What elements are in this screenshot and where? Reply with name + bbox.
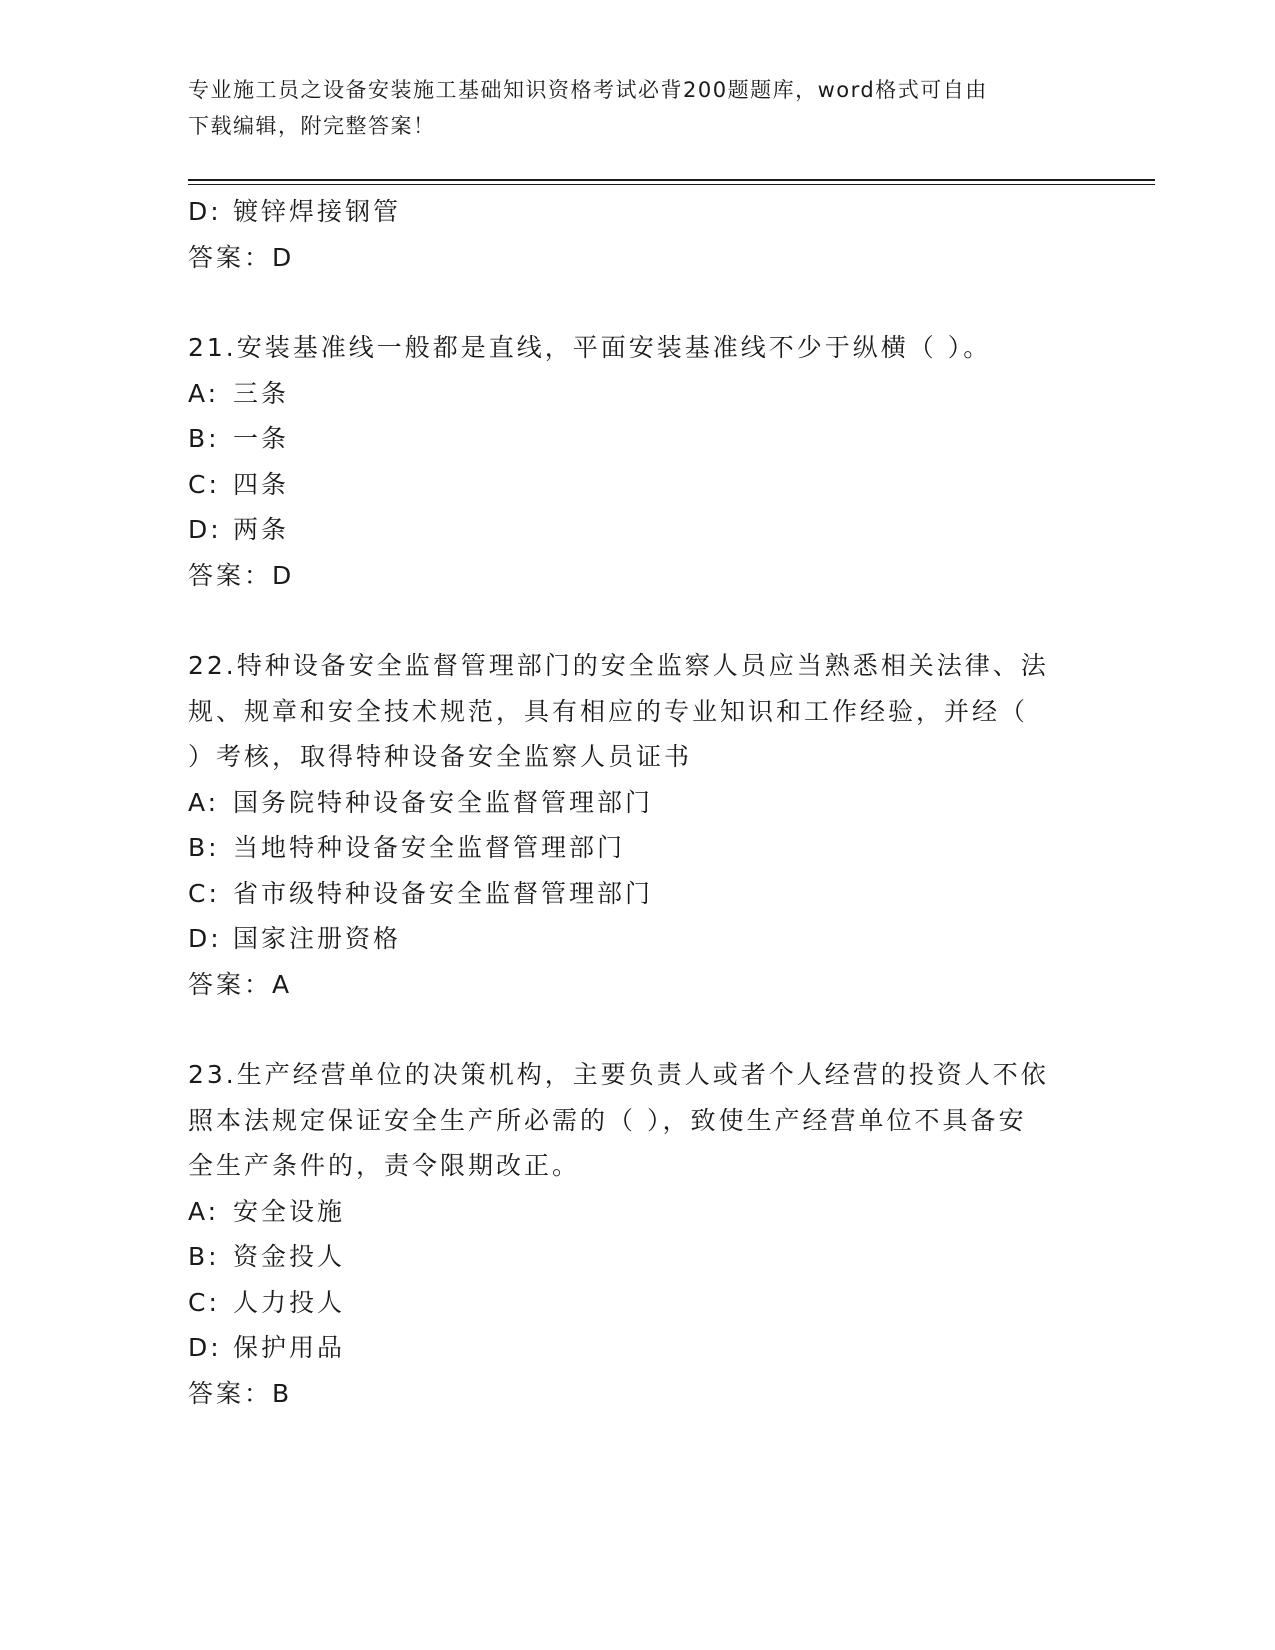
option-key: B: [188, 833, 220, 862]
option-b [188, 416, 1088, 462]
option-text: 当地特种设备安全监督管理部门 [233, 833, 626, 862]
option-key: A: [188, 1196, 220, 1226]
spacer [188, 1007, 1088, 1052]
question-stem-line1: 23.生产经营单位的决策机构，主要负责人或者个人经营的投资人不依 [188, 1060, 1049, 1089]
option-key: A: [188, 378, 220, 408]
option-key: C: [188, 878, 220, 908]
option-d [188, 916, 1088, 962]
option-text: 省市级特种设备安全监督管理部门 [233, 878, 654, 908]
option-text: 一条 [233, 424, 290, 453]
question-list [188, 189, 1088, 1416]
option-text: 四条 [233, 469, 290, 499]
spacer [188, 280, 1088, 325]
option-key: B: [188, 1242, 220, 1271]
document-header [188, 72, 1088, 144]
option-text: 镀锌焊接钢管 [233, 197, 402, 226]
option-a [188, 780, 1088, 826]
option-a [188, 371, 1088, 417]
answer: 答案：A [188, 969, 293, 999]
option-text: 安全设施 [233, 1196, 346, 1226]
option-d [188, 507, 1088, 553]
header-title-line2: 下载编辑，附完整答案！ [188, 114, 436, 138]
option-text: 人力投人 [233, 1287, 346, 1317]
option-key: C: [188, 469, 220, 499]
question-23 [188, 1052, 1088, 1416]
option-key: B: [188, 424, 220, 453]
header-divider-thick [188, 179, 1155, 181]
option-key: A: [188, 787, 220, 817]
option-text: 三条 [233, 378, 290, 408]
option-b [188, 825, 1088, 871]
option-text: 国务院特种设备安全监督管理部门 [233, 787, 654, 817]
question-stem-line3: 全生产条件的，责令限期改正。 [188, 1151, 581, 1180]
question-stem-line3: ）考核，取得特种设备安全监察人员证书 [188, 742, 693, 771]
option-d [188, 189, 1088, 235]
option-key: C: [188, 1287, 220, 1317]
option-d [188, 1325, 1088, 1371]
question-stem: 21.安装基准线一般都是直线，平面安装基准线不少于纵横（ ）。 [188, 333, 992, 362]
spacer [188, 598, 1088, 643]
answer: 答案：D [188, 242, 295, 272]
option-key: D: [188, 515, 222, 544]
question-21 [188, 325, 1088, 598]
question-stem-line2: 规、规章和安全技术规范，具有相应的专业知识和工作经验，并经（ [188, 696, 1029, 726]
question-stem-line1: 22.特种设备安全监督管理部门的安全监察人员应当熟悉相关法律、法 [188, 651, 1049, 680]
option-text: 国家注册资格 [233, 924, 402, 953]
option-a [188, 1189, 1088, 1235]
option-c [188, 1280, 1088, 1326]
answer: 答案：D [188, 560, 295, 590]
option-c [188, 462, 1088, 508]
option-text: 保护用品 [233, 1333, 346, 1362]
option-b [188, 1234, 1088, 1280]
option-text: 资金投人 [233, 1242, 346, 1271]
answer: 答案：B [188, 1378, 293, 1408]
question-22 [188, 643, 1088, 1007]
question-stem-line2: 照本法规定保证安全生产所必需的（ ），致使生产经营单位不具备安 [188, 1105, 1027, 1135]
option-key: D: [188, 924, 222, 953]
header-title-line1: 专业施工员之设备安装施工基础知识资格考试必背200题题库，word格式可自由 [188, 78, 988, 102]
header-divider-thin [188, 184, 1155, 185]
option-key: D: [188, 197, 222, 226]
option-key: D: [188, 1333, 222, 1362]
option-text: 两条 [233, 515, 290, 544]
option-c [188, 871, 1088, 917]
